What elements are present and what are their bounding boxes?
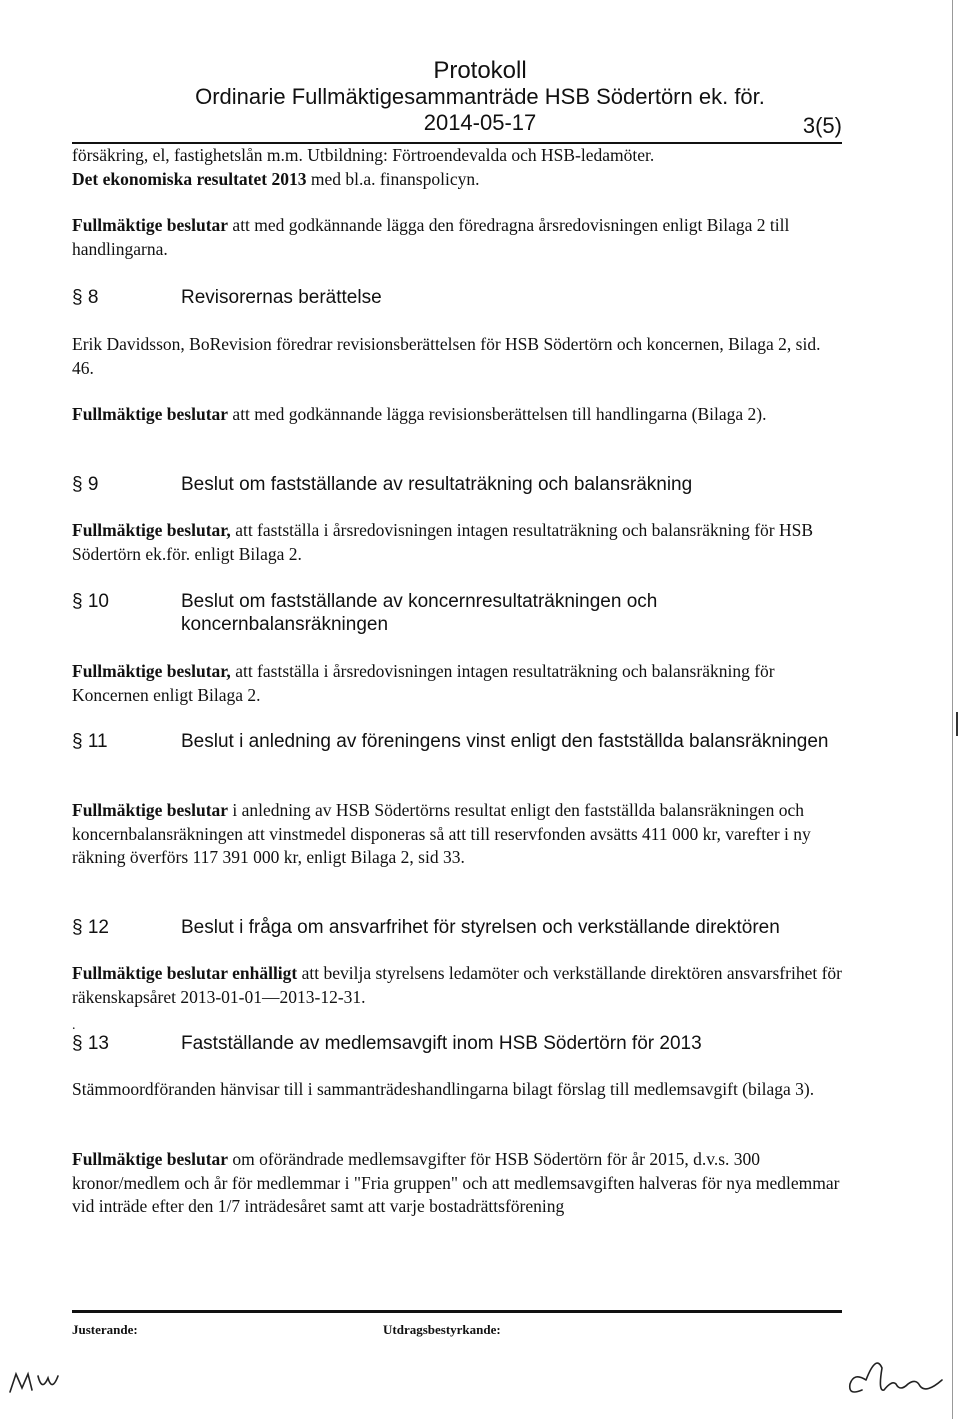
justerande-label: Justerande: — [72, 1322, 138, 1337]
section-heading: Beslut i fråga om ansvarfrihet för styrelsen och verkställande direktören — [181, 917, 780, 938]
section-12-decision: Fullmäktige beslutar enhälligt att bevilja styrelsens ledamöter och verkställande direktören ansvarsfrihet för räkenskapsåret 2013-01-01—2013-12-31. — [72, 963, 842, 1007]
meeting-name: Ordinarie Fullmäktigesammanträde HSB Södertörn ek. för. — [195, 84, 765, 109]
section-8-body: Erik Davidsson, BoRevision föredrar revisionsberättelsen för HSB Södertörn och koncernen, Bilaga 2, sid. 46. — [72, 334, 821, 378]
handwritten-initials-left — [6, 1362, 86, 1402]
section-number: § 12 — [72, 917, 109, 938]
scan-margin-mark — [956, 712, 958, 736]
section-heading: Beslut om fastställande av resultaträkning och balansräkning — [181, 474, 693, 495]
section-8-decision: Fullmäktige beslutar att med godkännande lägga revisionsberättelsen till handlingarna (Bilaga 2). — [72, 404, 767, 424]
scan-margin-line — [952, 0, 953, 1419]
utdragsbestyrkande-label: Utdragsbestyrkande: — [383, 1322, 501, 1337]
section-number: § 9 — [72, 474, 99, 495]
section-heading: Beslut om fastställande av koncernresultaträkningen och koncernbalansräkningen — [181, 591, 658, 635]
section-number: § 10 — [72, 591, 109, 612]
section-number: § 8 — [72, 287, 99, 308]
section-10-decision: Fullmäktige beslutar, att fastställa i årsredovisningen intagen resultaträkning och balansräkning för Koncernen enligt Bilaga 2. — [72, 661, 775, 705]
intro-line-2: Det ekonomiska resultatet 2013 med bl.a. finanspolicyn. — [72, 168, 480, 189]
intro-paragraph — [72, 144, 842, 191]
section-heading: Beslut i anledning av föreningens vinst enligt den fastställda balansräkningen — [181, 731, 829, 752]
section-11-decision: Fullmäktige beslutar i anledning av HSB Södertörns resultat enligt den fastställda balansräkningen och koncernbalansräkningen att vinstmedel disponeras så att till reservfonden avsätts 411 000 kr, varefter i ny räkning överförs 117 391 000 kr, enligt Bilaga 2, sid 33. — [72, 800, 811, 867]
intro-decision: Fullmäktige beslutar att med godkännande lägga den föredragna årsredovisningen enligt Bilaga 2 till handlingarna. — [72, 215, 790, 259]
meeting-date: 2014-05-17 — [423, 110, 537, 135]
handwritten-signature-right — [842, 1350, 952, 1410]
section-number: § 11 — [72, 731, 108, 752]
intro-line-1: försäkring, el, fastighetslån m.m. Utbildning: Förtroendevalda och HSB-ledamöter. — [72, 145, 655, 165]
section-heading: Fastställande av medlemsavgift inom HSB Södertörn för 2013 — [181, 1033, 702, 1054]
document-title: Protokoll — [433, 57, 527, 84]
section-number: § 13 — [72, 1033, 109, 1054]
page-number: 3(5) — [802, 113, 842, 138]
stray-dot: . — [72, 1018, 76, 1033]
section-9-decision: Fullmäktige beslutar, att fastställa i årsredovisningen intagen resultaträkning och balansräkning för HSB Södertörn ek.för. enligt Bilaga 2. — [72, 520, 814, 564]
section-13-body: Stämmoordföranden hänvisar till i sammanträdeshandlingarna bilagt förslag till medlemsavgift (bilaga 3). — [72, 1079, 815, 1099]
footer-rule — [72, 1310, 842, 1313]
section-13-decision: Fullmäktige beslutar om oförändrade medlemsavgifter för HSB Södertörn för år 2015, d.v.s. 300 kronor/medlem och år för medlemmar i "Fria gruppen" och att medlemsavgiften halveras för nya medlemmar vid inträde efter den 1/7 inträdesåret samt att varje bostadrättsförening — [72, 1149, 840, 1216]
section-heading: Revisorernas berättelse — [181, 287, 382, 308]
